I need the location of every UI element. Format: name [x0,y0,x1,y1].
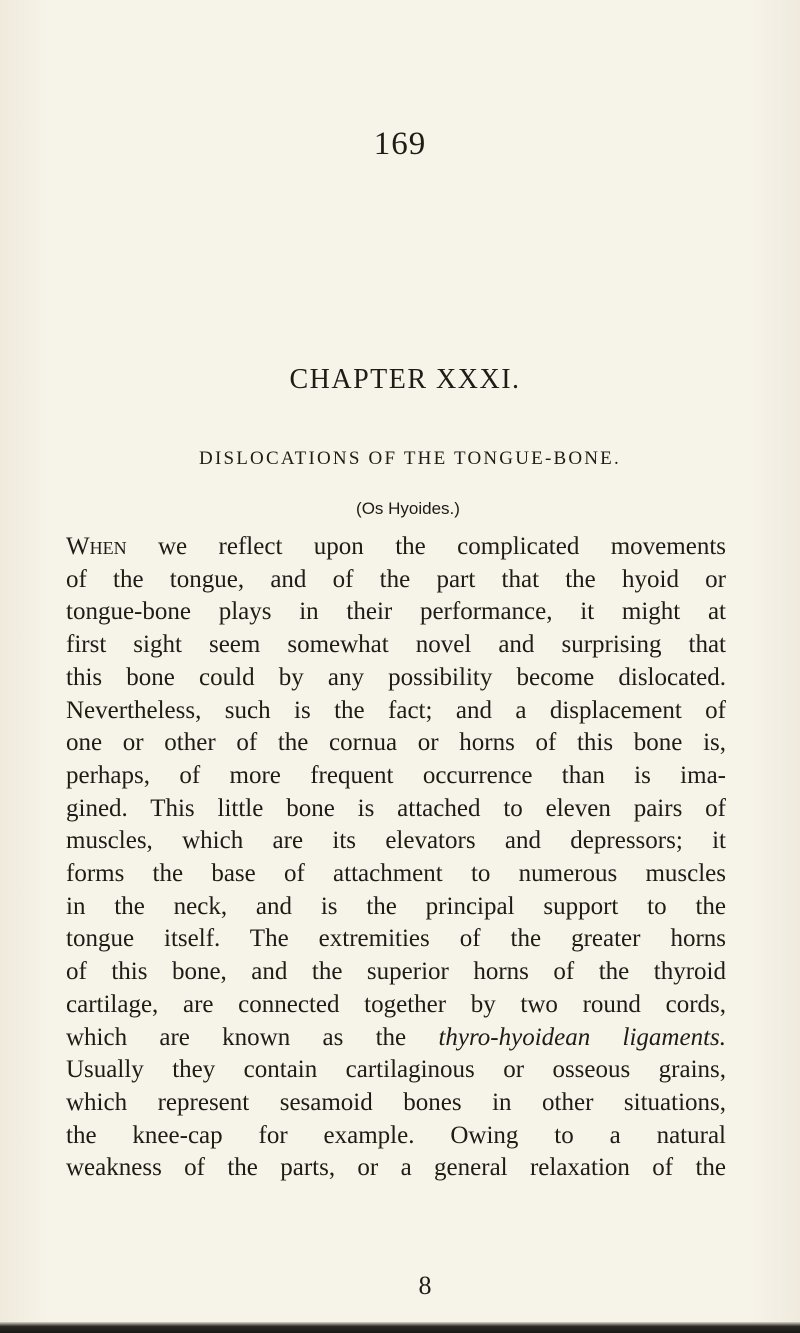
text-line: which represent sesamoid bones in other situations, [66,1088,726,1116]
text-line: Usually they contain cartilaginous or osseous grains, [66,1056,726,1084]
text-line: gined. This little bone is attached to eleven pairs of [66,794,726,822]
text-line: forms the base of attachment to numerous muscles [66,860,726,888]
text-line: one or other of the cornua or horns of this bone is, [66,729,726,757]
text-line [66,1022,726,1055]
text-line: first sight seem somewhat novel and surprising that [66,631,726,659]
text-line: Nevertheless, such is the fact; and a displacement of [66,696,726,724]
text-line: tongue-bone plays in their performance, it might at [66,598,726,626]
text-line: perhaps, of more frequent occurrence than is ima- [66,761,726,789]
chapter-latin-name: (Os Hyoides.) [356,499,460,518]
signature-mark: 8 [418,1271,432,1300]
body-paragraph [66,531,726,1185]
text-line-content: which are known as the [66,1023,439,1051]
text-line: in the neck, and is the principal support to the [66,892,726,920]
text-line: cartilage, are connected together by two round cords, [66,990,726,1018]
italic-term: thyro-hyoidean ligaments. [438,1023,726,1051]
text-line: of this bone, and the superior horns of the thyroid [66,958,726,986]
text-line: weakness of the parts, or a general relaxation of the [66,1154,726,1182]
text-line: tongue itself. The extremities of the greater horns [66,925,726,953]
text-line: muscles, which are its elevators and depressors; it [66,827,726,855]
text-line [66,531,726,564]
text-line: this bone could by any possibility become dislocated. [66,663,726,691]
opening-word: When [66,533,127,560]
chapter-subtitle: DISLOCATIONS OF THE TONGUE-BONE. [199,448,621,469]
chapter-title: CHAPTER XXXI. [289,364,521,395]
text-line: the knee-cap for example. Owing to a natural [66,1121,726,1149]
page-number: 169 [373,126,427,162]
text-line-content: we reflect upon the complicated movements [126,533,726,560]
page-bottom-edge [0,1322,800,1333]
text-line: of the tongue, and of the part that the hyoid or [66,565,726,593]
